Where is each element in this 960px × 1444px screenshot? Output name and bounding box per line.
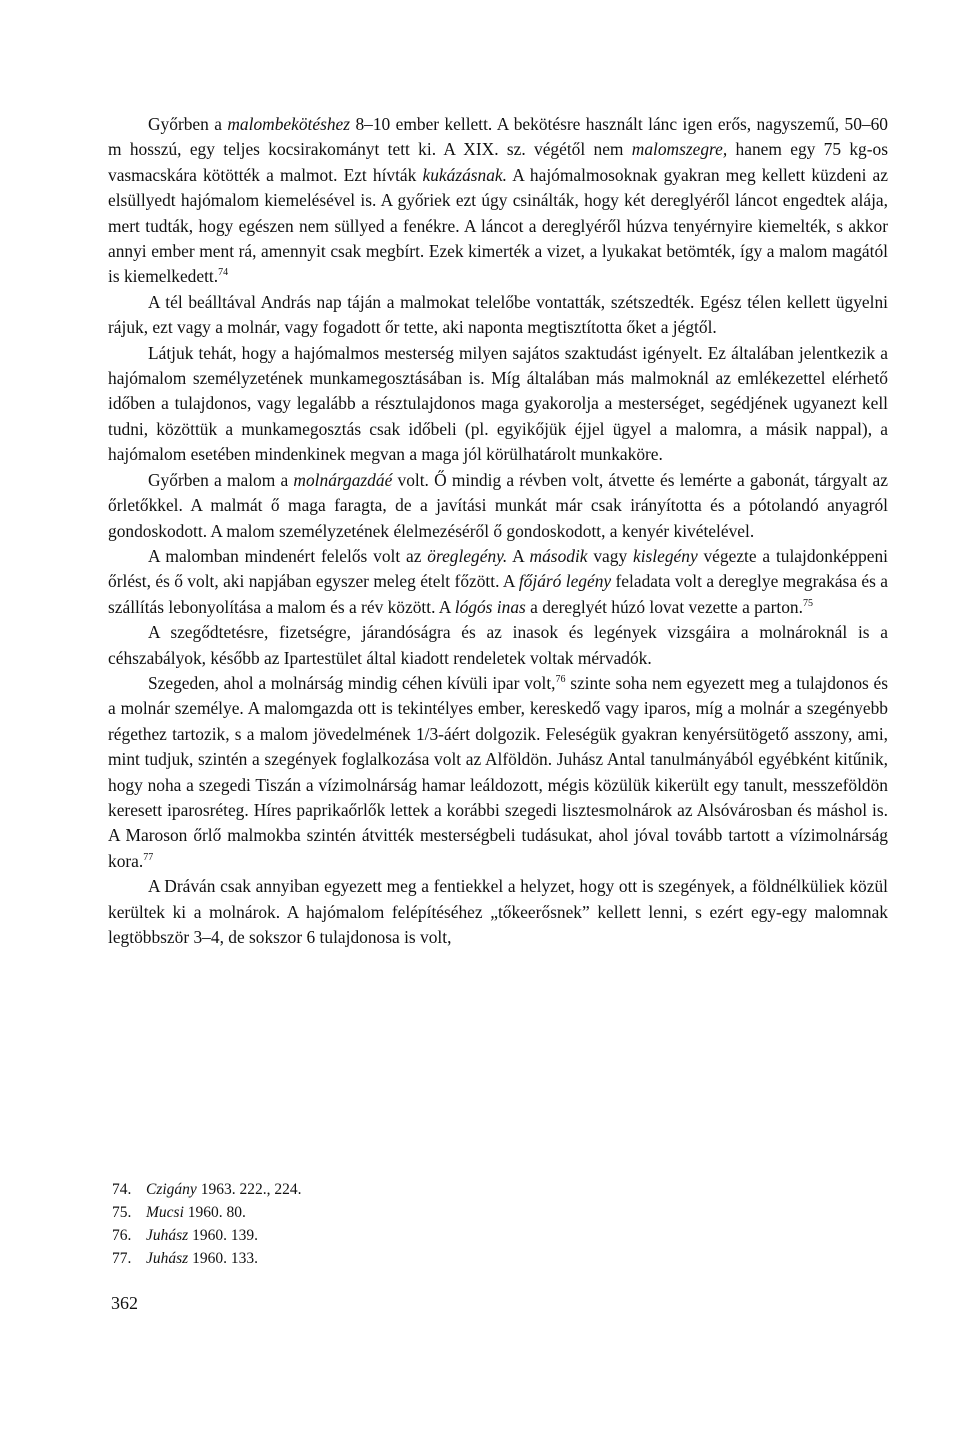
text-run: végezte a tulajdonképpeni őrlést, és ő volt, aki napjában egyszer meleg ételt főzött. A <box>108 545 888 592</box>
text-run: hanem egy 75 kg-os vasmacskára kötötték a malmot. Ezt hívták <box>108 139 888 185</box>
italic-term: főjáró legény <box>518 571 612 592</box>
italic-term: molnárgazdáé <box>293 469 393 490</box>
italic-term: kukázásnak. <box>422 164 508 185</box>
paragraph <box>108 341 888 468</box>
text-run: szinte soha nem egyezett meg a tulajdonos és a molnár személye. A malomgazda ott is tekintélyes ember, kereskedő vagy iparos, míg a molnár a szegényebb régethez tartozik, s a malom jövedelmének 1/3-áért dolgozik. Feleségük gyakran kenyérsütögető asszony, ami, mint tudjuk, szintén a szegények foglalkozása volt az Alföldön. Juhász Antal tanulmányából egyébként kitűnik, hogy noha a szegedi Tiszán a vízimolnárság hamar leáldozott, mégis közülük kikerült egy tanult, messzeföldön keresett iparosréteg. Híres paprikaőrlők lettek a korábbi szegedi lisztesmolnárok az Alsóvárosban és máshol is. A Maroson őrlő malmokba szintén átvitték mesterségbeli tudásukat, ahol jóval tovább tartott a vízimolnárság kora. <box>108 672 888 871</box>
text-run: Győrben a malom a <box>148 469 294 490</box>
italic-term: malombekötéshez <box>227 114 351 134</box>
footnote-ref: 74 <box>218 267 229 279</box>
italic-term: lógós inas <box>454 596 526 617</box>
body-text <box>108 112 888 950</box>
text-run: A Dráván csak annyiban egyezett meg a fentiekkel a helyzet, hogy ott is szegények, a földnélküliek közül kerültek ki a molnárok. A hajómalom felépítéséhez „tőkeerősnek” kellett lenni, s ezért egy-egy malomnak legtöbbször 3–4, de sokszor 6 tulajdonosa is volt, <box>108 876 888 947</box>
paragraph <box>108 874 888 950</box>
footnotes <box>112 1178 612 1270</box>
text-run: Szegeden, ahol a molnárság mindig céhen kívüli ipar volt, <box>148 672 556 693</box>
footnote-reference: 1963. 222., 224. <box>196 1181 302 1198</box>
text-run: Látjuk tehát, hogy a hajómalmos mesterség milyen sajátos szaktudást igényelt. Ez általában jelentkezik a hajómalom személyzetének munkamegosztásában is. Míg általában más malmoknál az emlékezettel elérhető időben a tulajdonos, vagy legalább a résztulajdonos maga gyakorolja a mesterséget, segédjének ugyanezt kell tudni, közöttük a munkamegosztás csak időbeli (pl. egyikőjük éjjel ügyel a malomra, a másik nappal), a hajómalom esetében mindenkinek megvan a maga jól körülhatárolt munkaköre. <box>108 342 888 465</box>
footnote-author: Mucsi <box>146 1204 184 1221</box>
paragraph <box>108 112 888 290</box>
footnote-reference: 1960. 80. <box>183 1204 246 1221</box>
footnote-number: 75. <box>112 1204 132 1221</box>
footnote <box>112 1247 612 1270</box>
text-run: A hajómalmosoknak gyakran meg kellett küzdeni az elsüllyedt hajómalom kiemelésével is. A győriek ezt úgy csinálták, hogy két dereglyéről láncot engedtek alája, mert tudták, hogy egészen nem süllyed a fenékre. A láncot a dereglyéről húzva tenyérnyire kiemelték, s akkor annyi ember ment rá, amennyit csak megbírt. Ezek kimerték a vizet, a lyukakat betömték, így a malom magától is kiemelkedett. <box>108 164 888 287</box>
footnote-number: 74. <box>112 1181 132 1198</box>
text-run: A malomban mindenért felelős volt az <box>148 545 428 566</box>
italic-term: öreglegény. <box>427 545 508 566</box>
paragraph <box>108 468 888 544</box>
text-run: volt. Ő mindig a révben volt, átvette és lemérte a gabonát, tárgyalt az őrletőkkel. A malmát ő maga faragta, de a javítási munkát már csak irányította és a pótolandó anyagról gondoskodott. A malom személyzetének élelmezéséről ő gondoskodott, a kenyér kivételével. <box>108 469 888 541</box>
footnote <box>112 1178 612 1201</box>
text-run: A szegődtetésre, fizetségre, járandóságra és az inasok és legények vizsgáira a molnároknál is a céhszabályok, később az Ipartestület által kiadott rendeletek voltak mérvadók. <box>108 622 888 668</box>
paragraph <box>108 544 888 620</box>
text-run: A <box>507 545 530 566</box>
footnote-number: 76. <box>112 1227 132 1244</box>
paragraph <box>108 290 888 341</box>
footnote-number: 77. <box>112 1250 132 1267</box>
footnote <box>112 1224 612 1247</box>
page-number: 362 <box>111 1293 138 1313</box>
footnote-author: Juhász <box>146 1250 189 1267</box>
text-run: a dereglyét húzó lovat vezette a parton. <box>525 596 803 617</box>
footnote-ref: 75 <box>802 597 813 609</box>
footnote <box>112 1201 612 1224</box>
italic-term: kislegény <box>632 545 698 566</box>
footnote-author: Czigány <box>146 1181 197 1198</box>
italic-term: malomszegre, <box>631 139 728 160</box>
text-run: A tél beálltával András nap táján a malmokat telelőbe vontatták, szétszedték. Egész télen kellett ügyelni rájuk, ezt vagy a molnár, vagy fogadott őr tette, aki naponta megtisztította őket a jégtől. <box>108 291 888 338</box>
italic-term: második <box>529 545 588 566</box>
paragraph <box>108 620 888 671</box>
text-run: Győrben a <box>148 114 228 134</box>
paragraph <box>108 671 888 874</box>
text-run: 8–10 ember kellett. A bekötésre használt lánc igen erős, nagyszemű, 50–60 m hosszú, egy teljes kocsirakományt tett ki. A XIX. sz. végétől nem <box>108 114 888 160</box>
footnote-author: Juhász <box>146 1227 189 1244</box>
footnote-ref: 76 <box>555 673 566 685</box>
text-run: vagy <box>587 545 633 566</box>
footnote-ref: 77 <box>143 851 154 863</box>
footnote-reference: 1960. 133. <box>188 1250 258 1267</box>
text-run: feladata volt a dereglye megrakása és a szállítás lebonyolítása a malom és a rév között. A <box>108 571 888 617</box>
footnote-reference: 1960. 139. <box>188 1227 258 1244</box>
